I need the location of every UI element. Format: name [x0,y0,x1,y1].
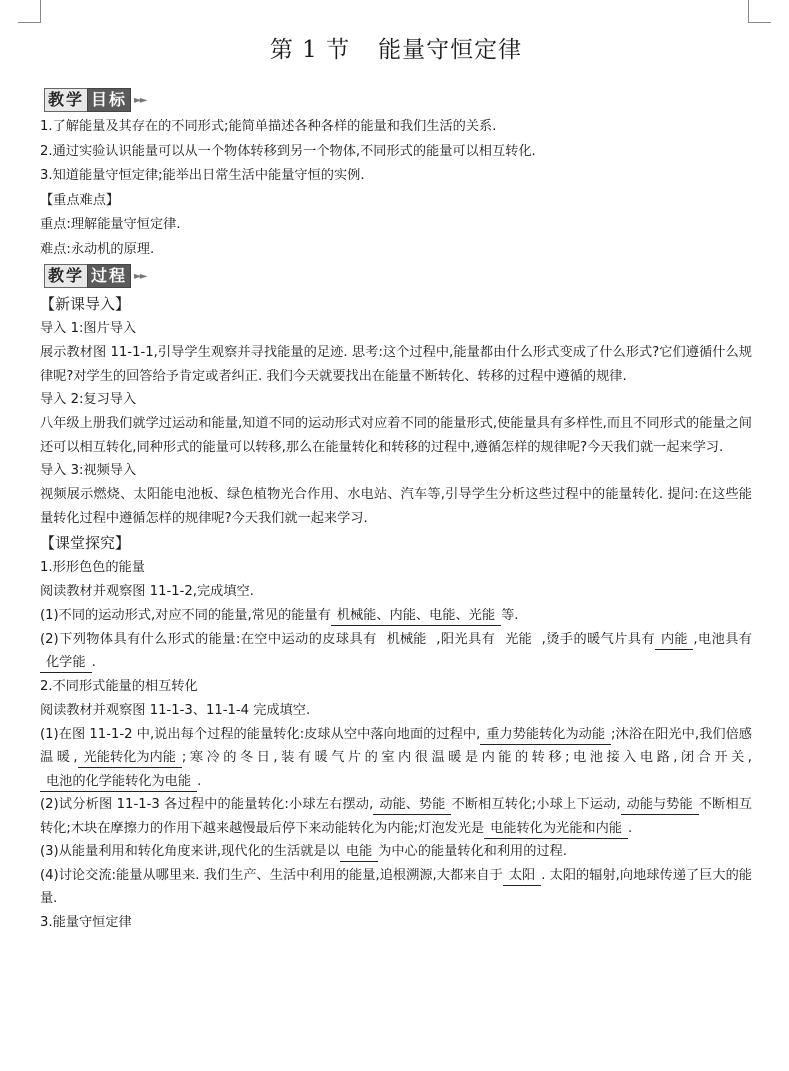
document-page [40,32,752,935]
explore-header: 【课堂探究】 [40,534,131,552]
goals-banner-right: 目标 [87,88,131,112]
instruction: 阅读教材并观察图 11-1-2,完成填空. [40,584,254,599]
answer-blank: 太阳 [503,866,541,886]
question-1-2: (2)下列物体具有什么形式的能量:在空中运动的皮球具有 机械能 ,阳光具有 光能 ,烫手的暖气片具有 内能 ,电池具有化学能 . [40,628,752,675]
intro-label: 导入 1:图片导入 [40,321,137,336]
question-2-2: (2)试分析图 11-1-3 各过程中的能量转化:小球左右摆动, 动能、势能 不断相互转化;小球上下运动, 动能与势能 不断相互转化;木块在摩擦力的作用下越来越慢最后停下来动能转化为内能;灯泡发光是 电能转化为光能和内能 . [40,793,752,840]
intro-text: 视频展示燃烧、太阳能电池板、绿色植物光合作用、水电站、汽车等,引导学生分析这些过程中的能量转化. 提问:在这些能量转化过程中遵循怎样的规律呢?今天我们就一起来学习. [40,487,752,526]
instruction: 阅读教材并观察图 11-1-3、11-1-4 完成填空. [40,702,311,718]
question-1-1: (1)不同的运动形式,对应不同的能量,常见的能量有 机械能、内能、电能、光能 等. [40,604,752,628]
section-number: 第 1 节 [269,37,351,63]
page-title [40,32,752,68]
intro-text: 八年级上册我们就学过运动和能量,知道不同的运动形式对应着不同的能量形式,使能量具有多样性,而且不同形式的能量之间还可以相互转化,同种形式的能量可以转移,那么在能量转化和转移的过程中,遵循怎样的规律呢?今天我们就一起来学习. [40,416,752,455]
answer-blank: 光能 [505,631,532,647]
answer-blank: 重力势能转化为动能 [480,725,611,745]
goal-item: 2.通过实验认识能量可以从一个物体转移到另一个物体,不同形式的能量可以相互转化. [40,143,536,159]
subsection-title: 1.形形色色的能量 [40,560,145,575]
section-name: 能量守恒定律 [378,37,523,63]
answer-blank: 化学能 [40,653,92,673]
question-2-3: (3)从能量利用和转化角度来讲,现代化的生活就是以 电能 为中心的能量转化和利用的过程. [40,840,752,864]
answer-blank: 内能 [655,630,693,650]
answer-blank: 动能、势能 [373,795,451,815]
subsection-title: 3.能量守恒定律 [40,914,132,930]
process-banner [44,264,752,288]
intro-label: 导入 2:复习导入 [40,392,137,407]
double-arrow-icon: ►► [134,270,146,282]
answer-blank: 电池的化学能转化为电能 [40,772,197,792]
double-arrow-icon: ►► [134,94,146,106]
answer-blank: 光能转化为内能 [78,748,182,768]
intro-label: 导入 3:视频导入 [40,463,137,478]
crop-mark-top-right [748,0,771,23]
answer-blank: 电能 [340,842,378,862]
key-points-header: 【重点难点】 [40,192,120,208]
crop-mark-top-left [18,0,41,23]
question-2-1: (1)在图 11-1-2 中,说出每个过程的能量转化:皮球从空中落向地面的过程中, 重力势能转化为动能 ;沐浴在阳光中,我们倍感温暖, 光能转化为内能 ;寒冷的冬日,装有暖气片的室内很温暖是内能的转移;电池接入电路,闭合开关,电池的化学能转化为电能 . [40,723,752,794]
process-banner-left: 教学 [44,264,87,288]
key-point: 重点:理解能量守恒定律. [40,217,181,232]
intro-header: 【新课导入】 [40,295,131,313]
difficulty-point: 难点:永动机的原理. [40,241,155,257]
goals-banner-left: 教学 [44,88,87,112]
answer-blank: 机械能、内能、电能、光能 [331,606,501,626]
goals-banner [44,88,752,112]
answer-blank: 机械能 [386,631,427,647]
question-2-4: (4)讨论交流:能量从哪里来. 我们生产、生活中利用的能量,追根溯源,大都来自于 太阳 . 太阳的辐射,向地球传递了巨大的能量. [40,867,752,906]
goal-item: 1.了解能量及其存在的不同形式;能简单描述各种各样的能量和我们生活的关系. [40,119,497,134]
goal-item: 3.知道能量守恒定律;能举出日常生活中能量守恒的实例. [40,168,365,183]
process-banner-right: 过程 [87,264,131,288]
subsection-title: 2.不同形式能量的相互转化 [40,678,198,694]
intro-text: 展示教材图 11-1-1,引导学生观察并寻找能量的足迹. 思考:这个过程中,能量都由什么形式变成了什么形式?它们遵循什么规律呢?对学生的回答给予肯定或者纠正. 我们今天就要找出在能量不断转化、转移的过程中遵循的规律. [40,345,752,384]
answer-blank: 电能转化为光能和内能 [484,819,628,839]
answer-blank: 动能与势能 [621,795,699,815]
